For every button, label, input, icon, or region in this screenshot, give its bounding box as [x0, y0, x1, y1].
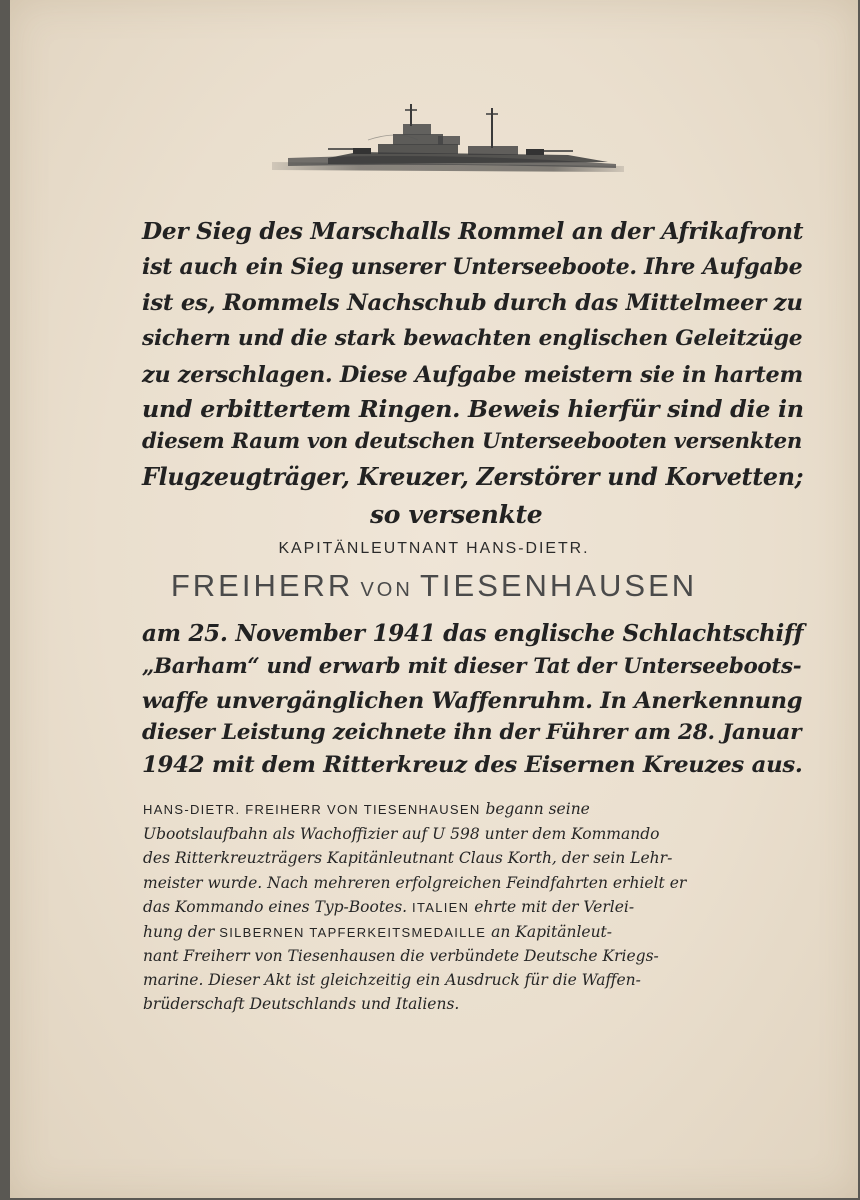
intro-line-2: ist auch ein Sieg unserer Unterseeboote. Ihre Aufgabe	[142, 254, 803, 280]
warship-icon	[268, 100, 628, 182]
intro-line-6: und erbittertem Ringen. Beweis hierfür sind die in	[142, 395, 804, 423]
main-line-2: „Barham“ und erwarb mit dieser Tat der Unterseeboots-	[142, 654, 802, 679]
bio-italien-caps: ITALIEN	[412, 900, 470, 915]
name-part-tiesenhausen: TIESENHAUSEN	[419, 568, 698, 603]
bio-line-3: des Ritterkreuzträgers Kapitänleutnant Claus Korth, der sein Lehr-	[143, 849, 673, 867]
bio-line-5	[143, 898, 634, 916]
bio-line-9: brüderschaft Deutschlands und Italiens.	[143, 995, 460, 1013]
bio-line-5-a: das Kommando eines Typ-Bootes.	[143, 898, 408, 916]
intro-line-9: so versenkte	[370, 500, 543, 529]
name-part-von: VON	[360, 579, 413, 601]
bio-line-1	[143, 800, 590, 818]
bio-line-6-b: an Kapitänleut-	[491, 923, 613, 941]
bio-name-caps: HANS-DIETR. FREIHERR VON TIESENHAUSEN	[143, 802, 481, 817]
bio-line-1-rest: begann seine	[485, 800, 590, 818]
memorial-card	[10, 0, 858, 1198]
bio-line-6-a: hung der	[143, 923, 215, 941]
main-line-5: 1942 mit dem Ritterkreuz des Eisernen Kreuzes aus.	[142, 752, 803, 778]
main-line-3: waffe unvergänglichen Waffenruhm. In Anerkennung	[142, 688, 803, 714]
intro-line-5: zu zerschlagen. Diese Aufgabe meistern sie in hartem	[142, 362, 803, 388]
intro-line-1: Der Sieg des Marschalls Rommel an der Afrikafront	[142, 218, 804, 245]
name-part-freiherr: FREIHERR	[170, 568, 354, 603]
bio-line-2: Ubootslaufbahn als Wachoffizier auf U 598 unter dem Kommando	[143, 825, 660, 843]
bio-line-6	[143, 923, 612, 941]
bio-line-5-b: ehrte mit der Verlei-	[474, 898, 635, 916]
rank-line: KAPITÄNLEUTNANT HANS-DIETR.	[278, 540, 590, 557]
name-line	[10, 568, 858, 604]
bio-line-4: meister wurde. Nach mehreren erfolgreichen Feindfahrten erhielt er	[143, 874, 687, 892]
main-line-1: am 25. November 1941 das englische Schlachtschiff	[142, 620, 804, 647]
bio-medal-caps: SILBERNEN TAPFERKEITSMEDAILLE	[219, 925, 487, 940]
intro-line-4: sichern und die stark bewachten englischen Geleitzüge	[142, 326, 803, 351]
bio-line-7: nant Freiherr von Tiesenhausen die verbündete Deutsche Kriegs-	[143, 947, 659, 965]
intro-line-8: Flugzeugträger, Kreuzer, Zerstörer und Korvetten;	[142, 463, 804, 491]
intro-line-3: ist es, Rommels Nachschub durch das Mittelmeer zu	[142, 290, 803, 316]
intro-line-7: diesem Raum von deutschen Unterseebooten versenkten	[142, 428, 802, 453]
main-line-4: dieser Leistung zeichnete ihn der Führer am 28. Januar	[142, 720, 802, 745]
bio-line-8: marine. Dieser Akt ist gleichzeitig ein Ausdruck für die Waffen-	[143, 971, 641, 989]
